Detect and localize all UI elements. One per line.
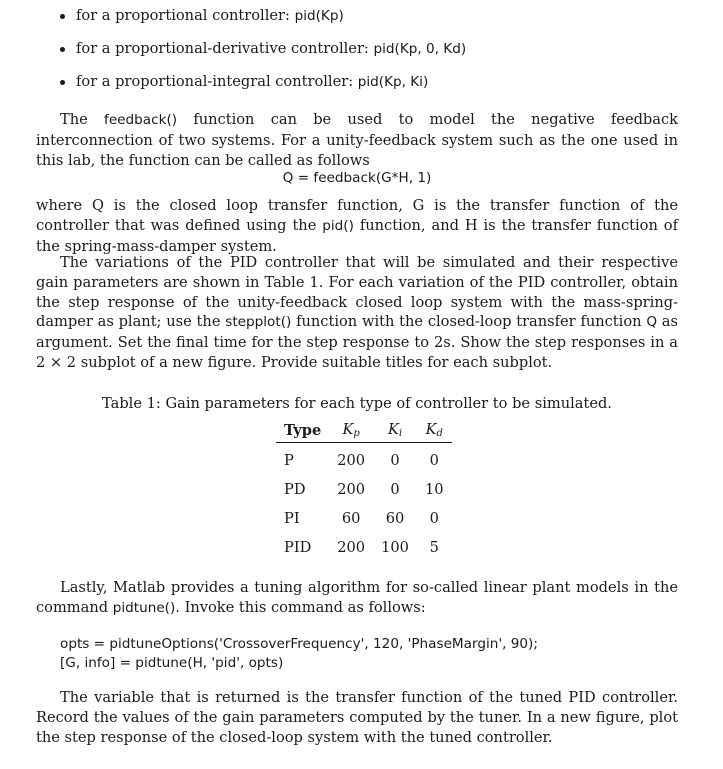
bullet-icon — [60, 47, 65, 52]
list-item — [60, 39, 700, 72]
code-pid-pi: pid(Kp, Ki) — [357, 74, 429, 90]
header-kp: $K_p$ — [329, 418, 373, 443]
code-line-pidtune: [G, info] = pidtune(H, 'pid', opts) — [60, 655, 284, 671]
definitions-paragraph: where Q is the closed loop transfer function, G is the transfer function of the controller that was defined using the pid() function, and H is the transfer function of the spring-mass-damper system. — [36, 197, 678, 255]
feedback-equation: Q = feedback(G*H, 1) — [282, 170, 432, 186]
bullet-icon — [60, 14, 65, 19]
bullet-icon — [60, 80, 65, 85]
code-line-opts: opts = pidtuneOptions('CrossoverFrequency', 120, 'PhaseMargin', 90); — [60, 636, 538, 652]
code-pid: pid() — [322, 217, 354, 234]
list-item — [60, 6, 700, 39]
closing-paragraph: The variable that is returned is the transfer function of the tuned PID controller. Record the values of the gain parameters computed by the tuner. In a new figure, plot the step response of the closed-loop system with the tuned controller. — [36, 689, 678, 746]
table-row: PI 60 60 0 — [284, 510, 439, 527]
table-header-row — [276, 418, 452, 443]
code-feedback: feedback() — [104, 112, 178, 128]
gain-parameters-table — [276, 418, 452, 562]
bullet-text: for a proportional-derivative controller: — [76, 40, 374, 57]
feedback-paragraph: The feedback() function can be used to model the negative feedback interconnection of two systems. For a unity-feedback system such as the one used in this lab, the function can be called as follows — [36, 111, 678, 169]
code-pidtune: pidtune() — [112, 599, 176, 616]
header-ki: $K_i$ — [373, 418, 417, 443]
bullet-text: for a proportional controller: — [76, 7, 295, 24]
table-row: PID 200 100 5 — [284, 539, 439, 556]
table-row: PD 200 0 10 — [284, 481, 444, 498]
header-type: Type — [276, 418, 329, 443]
code-stepplot: stepplot() — [225, 314, 292, 331]
pidtune-paragraph: Lastly, Matlab provides a tuning algorithm for so-called linear plant models in the command pidtune(). Invoke this command as follows: — [36, 579, 678, 616]
bullet-text: for a proportional-integral controller: — [76, 73, 358, 90]
list-item — [60, 72, 700, 105]
table-row: P 200 0 0 — [284, 451, 439, 469]
code-pid-pd: pid(Kp, 0, Kd) — [373, 41, 467, 57]
table-caption: Table 1: Gain parameters for each type of controller to be simulated. — [102, 395, 612, 412]
code-q: Q — [646, 314, 658, 331]
controller-syntax-list — [60, 6, 700, 105]
variations-paragraph: The variations of the PID controller that will be simulated and their respective gain parameters are shown in Table 1. For each variation of the PID controller, obtain the step response of the unity-feedback closed loop system with the mass-spring-damper as plant; use the stepplot() function with the closed-loop transfer function Q as argument. Set the final time for the step response to 2s. Show the step responses in a 2 × 2 subplot of a new figure. Provide suitable titles for each subplot. — [36, 254, 678, 371]
header-kd: $K_d$ — [417, 418, 452, 443]
code-pid-p: pid(Kp) — [294, 8, 344, 24]
